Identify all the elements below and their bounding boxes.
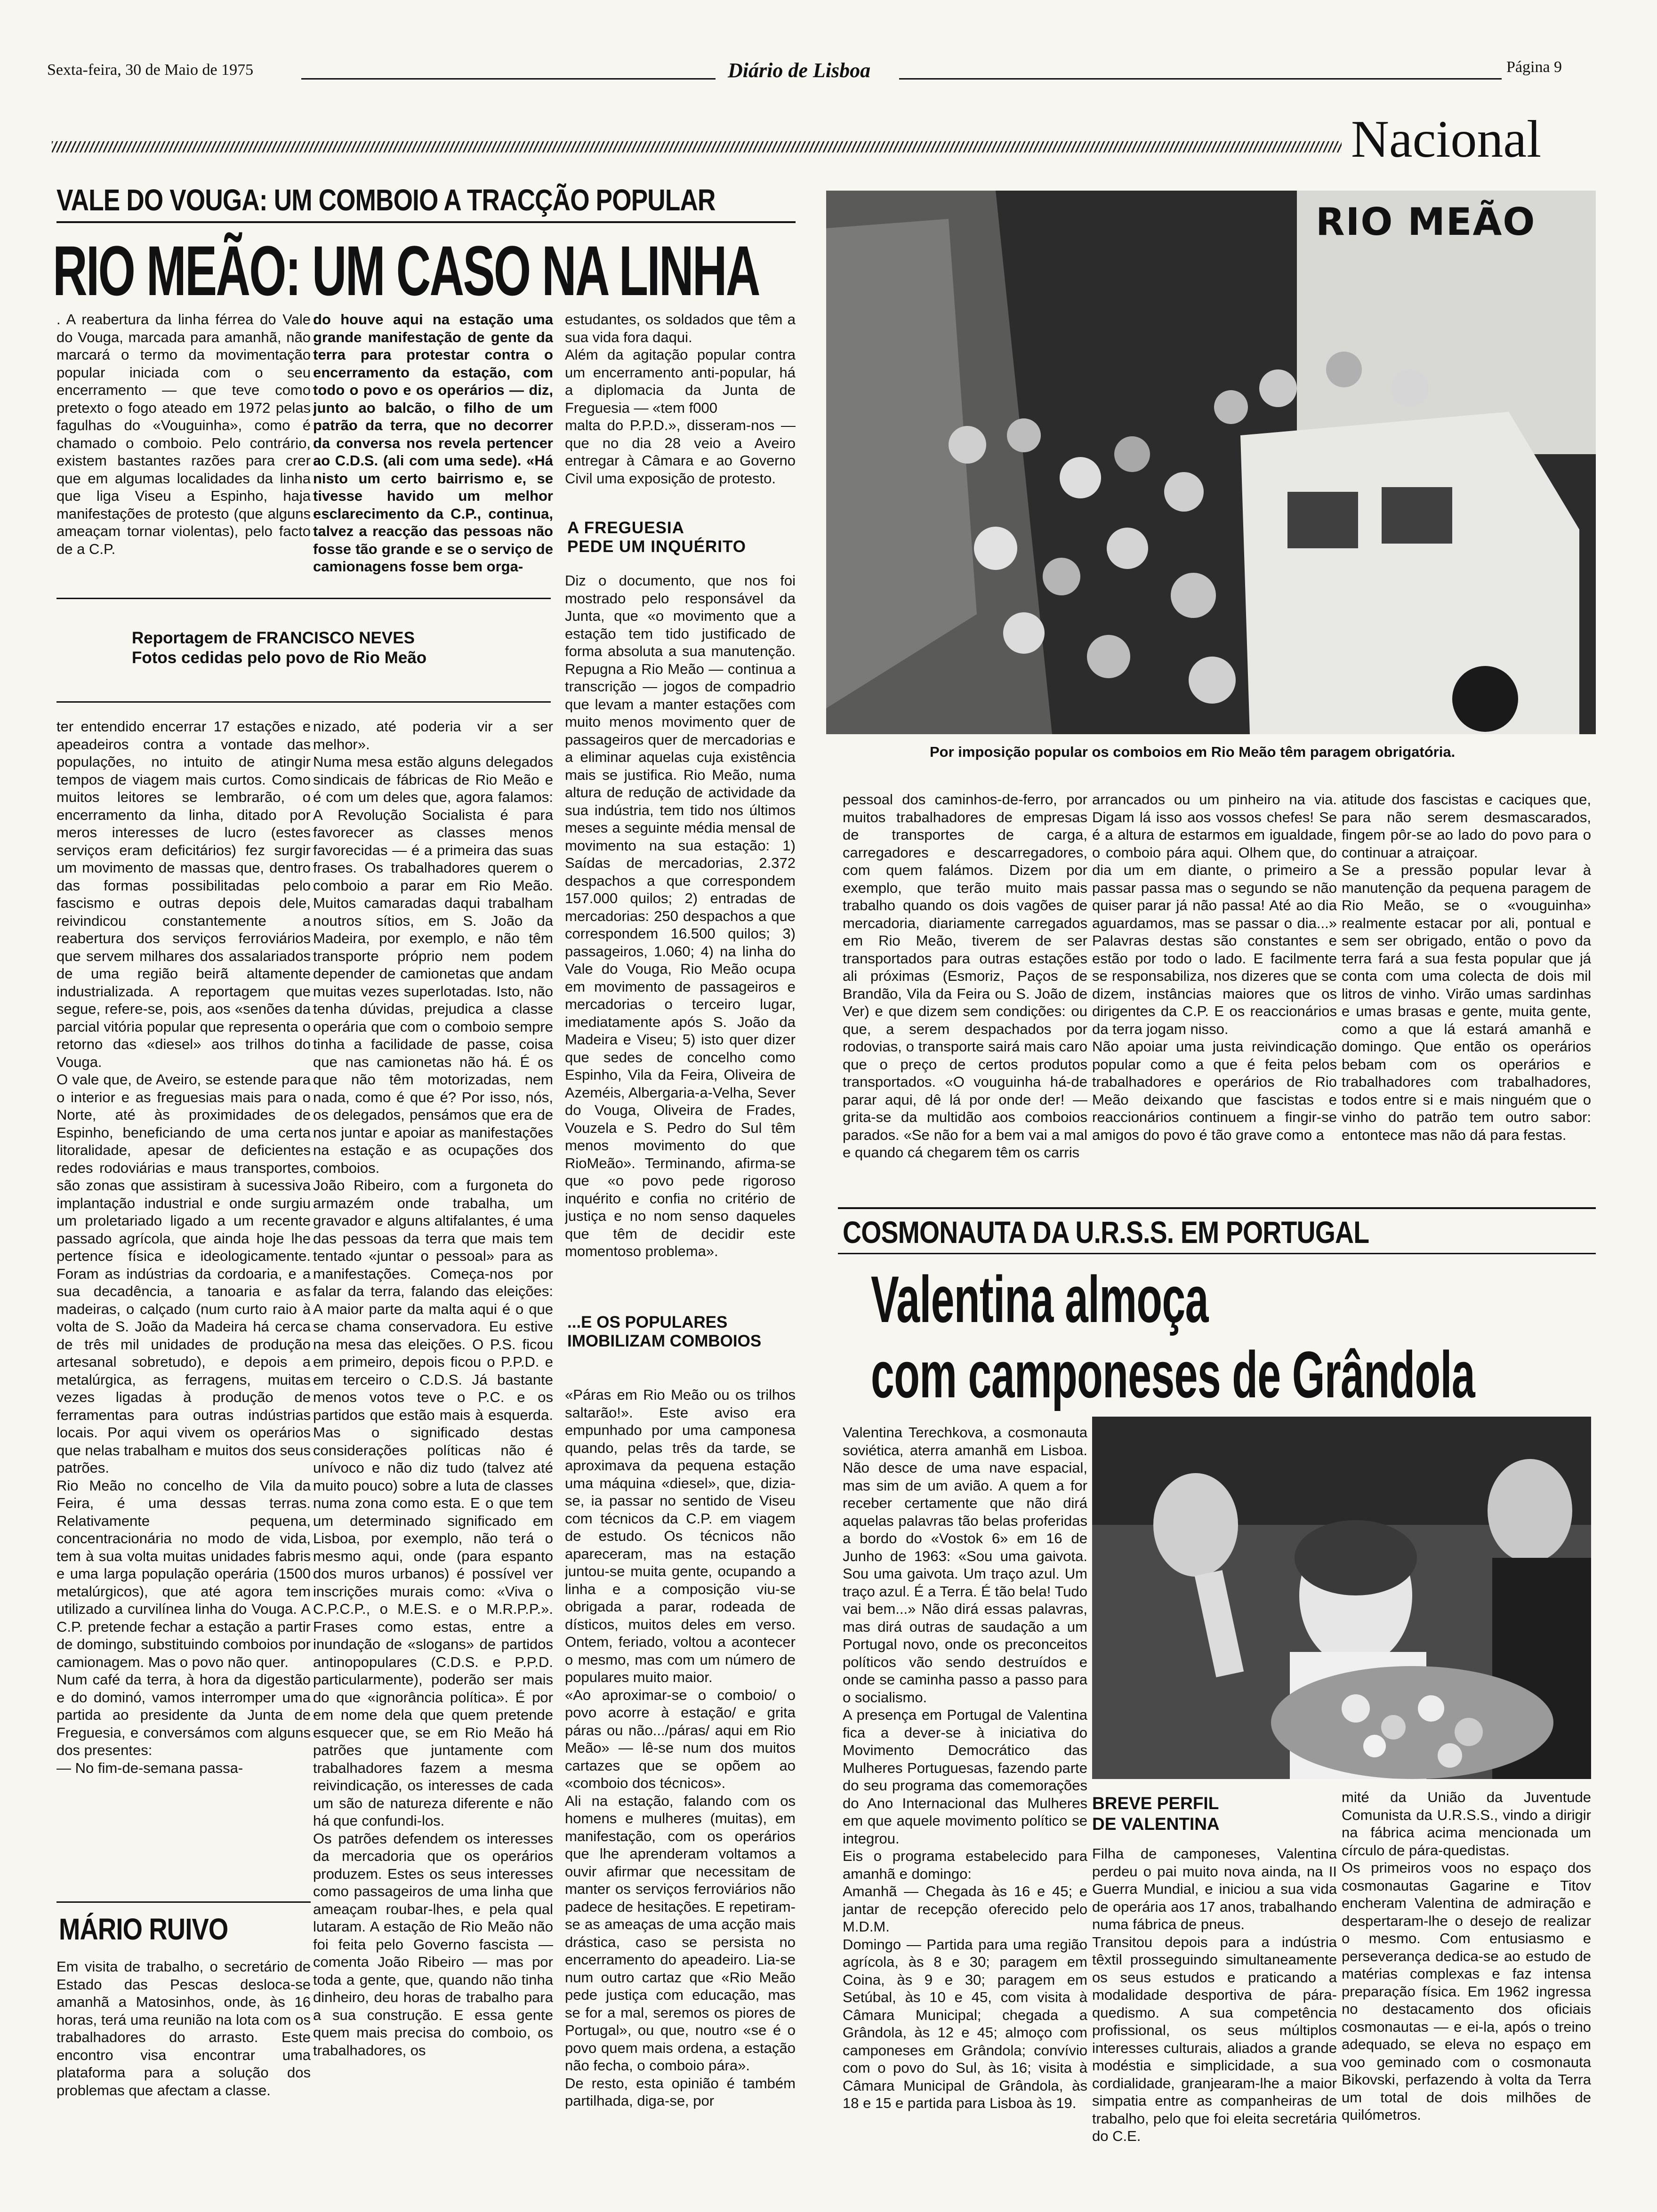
masthead-rule — [301, 78, 716, 80]
subhead-freguesia: A FREGUESIA PEDE UM INQUÉRITO — [567, 519, 747, 556]
ruivo-text: Em visita de trabalho, o secretário de Estado das Pescas desloca-se amanhã a Matosinhos, onde, às 16 horas, terá uma reunião na lota com os trabalhadores do arrasto. Este encontro visa encontrar uma plataforma para a solução dos problemas que afectam a classe. — [56, 1958, 311, 2099]
valentina-column-1: Valentina Terechkova, a cosmonauta soviética, aterra amanhã em Lisboa. Não desce de uma nave espacial, mas sim de um avião. A quem a for receber certamente que não dirá aquelas palavras tão belas proferidas a bordo do «Vostok 6» em 16 de Junho de 1963: «Sou uma gaivota. Sou uma gaivota. Um traço azul. Um traço azul. É a Terra. É tão bela! Tudo vai bem...» Não dirá essas palavras, mas dirá outras de saudação a um Portugal novo, onde os preconceitos políticos vão sendo destruídos e onde se caminha passo a passo para o socialismo. A presença em Portugal de Valentina fica a dever-se à iniciativa do Movimento Democrático das Mulheres Portuguesas, fazendo parte do seu programa das comemorações do Ano Internacional das Mulheres em que aquele movimento político se integrou. Eis o programa estabelecido para amanhã e domingo: Amanhã — Chegada às 16 e 45; e jantar de recepção oferecido pelo M.D.M. Domingo — Partida para uma região agrícola, às 8 e 30; paragem em Coina, às 9 e 30; paragem em Setúbal, às 10 e 45, com visita à Câmara Municipal; chegada a Grândola, às 12 e 45; almoço com camponeses em Grândola; convívio com o povo do Sul, às 16; visita à Câmara Municipal de Grândola, às 18 e 15 e partida para Lisboa às 19. — [843, 1424, 1087, 2111]
subhead-populares: ...E OS POPULARES IMOBILIZAM COMBOIOS — [567, 1313, 762, 1350]
section-title: Nacional — [1351, 110, 1542, 168]
article-headline: RIO MEÃO: UM CASO NA LINHA — [53, 231, 759, 310]
valentina-column-2: Filha de camponeses, Valentina perdeu o pai muito nova ainda, na II Guerra Mundial, e iniciou a sua vida de operária aos 17 anos, trabalhando numa fábrica de pneus. Transitou depois para a indústria têxtil prosseguindo simultaneamente os seus estudos e praticando a modalidade desportiva de pára-quedismo. A sua competência profissional, os seus múltiplos interesses culturais, aliados a grande modéstia e simplicidade, a sua cordialidade, granjearam-lhe a maior simpatia entre as companheiras de trabalho, pelo que foi eleita secretária do C.E. — [1092, 1845, 1337, 2144]
valentina-kicker: COSMONAUTA DA U.R.S.S. EM PORTUGAL — [843, 1215, 1369, 1250]
kicker-underline — [56, 221, 796, 223]
right-column-3: atitude dos fascistas e caciques que, para não serem desmascarados, fingem pôr-se ao lado do povo para o continuar a atraiçoar. Se a pressão popular levar à manutenção da pequena paragem de Rio Meão, se o «vouguinha» realmente estacar por ali, pontual e sem ser obrigado, então o povo da terra fará a sua festa popular que já conta com uma colecta de dois mil litros de vinho. Virão umas sardinhas e umas brasas e gente, muita gente, como a que lá estará amanhã e domingo. Que então os operários bebam com os operários e trabalhadores com trabalhadores, todos entre si e mais ninguém que o vinho do patrão tem outro sabor: entontece mas não dá para festas. — [1342, 791, 1591, 1143]
valentina-headline-2: com camponeses de Grândola — [871, 1338, 1475, 1411]
byline-divider — [56, 701, 551, 703]
column-3-top: estudantes, os soldados que têm a sua vida fora daqui. Além da agitação popular contra um encerramento anti-popular, há a diplomacia da Junta de Freguesia — «tem f000 malta do P.P.D.», disseram-nos — que no dia 28 veio a Aveiro entregar à Câmara e ao Governo Civil uma exposição de protesto. — [565, 311, 796, 487]
right-column-1: pessoal dos caminhos-de-ferro, por muitos trabalhadores de empresas de transportes de carga, carregadores e descarregadores, com quem falámos. Dizem por exemplo, que terão muito mais trabalho quando os dois vagões de mercadoria, diariamente carregados em Rio Meão, tiverem de ser transportados para outras estações ali próximas (Esmoriz, Paços de Brandão, Vila da Feira ou S. João de Ver) e que dizem sem condições: ou que, a serem despachados por rodovias, o transporte sairá mais caro que o preço de certos produtos transportados. «O vouguinha há-de parar aqui, dê lá por onde der! — grita-se da multidão aos comboios parados. «Se não for a bem vai a mal e quando cá chegarem têm os carris — [843, 791, 1087, 1161]
byline: Reportagem de FRANCISCO NEVES Fotos cedidas pelo povo de Rio Meão — [132, 629, 427, 667]
photo-sign-rio-meao: RIO MEÃO — [1316, 200, 1536, 244]
page-number: Página 9 — [1506, 58, 1562, 76]
column-3-bottom: «Páras em Rio Meão ou os trilhos saltarão!». Este aviso era empunhado por uma camponesa quando, pelas três da tarde, se aproximava da pequena estação uma máquina «diesel», que, dizia-se, ia passar no sentido de Viseu com técnicos da C.P. em viagem de estudo. Os técnicos não apareceram, mas na estação juntou-se muita gente, ocupando a linha e a composição viu-se obrigada a parar, rodeada de dísticos, muitos deles em verso. Ontem, feriado, voltou a acontecer o mesmo, mas com um número de populares muito maior. «Ao aproximar-se o comboio/ o povo acorre à estação/ e grita páras ou não.../páras/ aqui em Rio Meão» — lê-se num dos muitos cartazes que se opõem ao «comboio dos técnicos». Ali na estação, falando com os homens e mulheres (muitas), em manifestação, com os operários que lhe aprenderam voltamos a ouvir afirmar que necessitam de manter os serviços ferroviários não padece de hesitações. E repetiram-se as ameaças de uma acção mais drástica, caso se persista no encerramento do apeadeiro. Lia-se num outro cartaz que «Rio Meão pede justiça com educação, mas se for a mal, seremos os piores de Portugal», ou que, noutro «se é o povo quem mais ordena, a estação não fecha, o comboio pára». De resto, esta opinião é também partilhada, diga-se, por — [565, 1387, 796, 2109]
intro-divider — [56, 598, 551, 599]
masthead-date: Sexta-feira, 30 de Maio de 1975 — [47, 61, 254, 79]
section-hatch — [52, 141, 1342, 152]
subhead-perfil: BREVE PERFIL DE VALENTINA — [1092, 1794, 1220, 1834]
photo-caption: Por imposição popular os comboios em Rio Meão têm paragem obrigatória. — [930, 744, 1456, 760]
photo-valentina-tereshkova — [1092, 1417, 1591, 1779]
masthead-title: Diário de Lisboa — [725, 58, 873, 82]
lower-column-2: nizado, até poderia vir a ser melhor». Numa mesa estão alguns delegados sindicais de fábricas de Rio Meão e é com um deles que, agora falamos: A Revolução Socialista é para favorecer as classes menos favorecidas — é a primeira das suas frases. Os trabalhadores querem o comboio a parar em Rio Meão. Muitos camaradas daqui trabalham noutros sítios, em S. João da Madeira, por exemplo, e não têm transporte próprio nem podem depender de camionetas que andam muitas vezes superlotadas. Isto, não tenha dúvidas, prejudica a classe operária que com o comboio sempre tinha a facilidade de passe, coisa que nas camionetas não há. É os que não têm motorizadas, nem nada, como é que é? Por isso, nós, os delegados, pensámos que era de nos juntar e apoiar as manifestações na estação e as ocupações dos comboios. João Ribeiro, com a furgoneta do armazém onde trabalha, um gravador e alguns altifalantes, é uma das pessoas da terra que mais tem tentado «juntar o pessoal» para as manifestações. Começa-nos por falar da terra, falando das eleições: A maior parte da malta aqui é o que se chama conservadora. Eu estive na mesa das eleições. O P.S. ficou em primeiro, depois ficou o P.P.D. e em terceiro o C.D.S. Já bastante menos votos teve o P.C. e os partidos que estão mais à esquerda. Mas o significado destas considerações políticas não é unívoco e não diz tudo (talvez até muito pouco) sobre a luta de classes numa zona como esta. E o que tem um determinado significado em Lisboa, por exemplo, não terá o mesmo aqui, onde (para espanto dos muros urbanos) é possível ver inscrições murais como: «Viva o C.P.C.P., o M.E.S. e o M.R.P.P.». Frases como estas, entre a inundação de «slogans» de partidos antinopopulares (C.D.S. e P.P.D. particularmente), poderão ser mais do que «ignorância política». É por em nome dela que quem pretende esquecer que, se em Rio Meão há patrões que juntamente com trabalhadores fazem a mesma reivindicação, os interesses de cada um são de natureza diferente e não há que confundi-los. Os patrões defendem os interesses da mercadoria que os operários produzem. Estes os seus interesses como passageiros de uma linha que ameaçam roubar-lhes, e pela qual lutaram. A estação de Rio Meão não foi feita pelo Governo fascista — comenta João Ribeiro — mas por toda a gente, que, quando não tinha dinheiro, deu horas de trabalho para a sua construção. E essa gente quem mais precisa do comboio, os trabalhadores, os — [313, 718, 553, 2059]
ruivo-headline: MÁRIO RUIVO — [59, 1912, 228, 1946]
valentina-headline-1: Valentina almoça — [871, 1262, 1208, 1336]
right-column-2: arrancados ou um pinheiro na via. Digam lá isso aos vossos chefes! Se é a altura de estarmos em igualdade, o comboio pára aqui. Olhem que, do dia um em diante, o primeiro a passar passa mas o segundo se não quiser parar já não passa! Até ao dia aguardamos, mas se passar o dia...» Palavras destas são constantes e estão por todo o lado. E facilmente se responsabiliza, nos dizeres que se dizem, instâncias maiores que os dirigentes da C.P. E os reaccionários da terra jogam nisso. Não apoiar uma justa reivindicação popular como a que é feita pelos trabalhadores e operários de Rio Meão deixando que fascistas e reaccionários continuem a fingir-se amigos do povo é tão grave como a — [1092, 791, 1337, 1143]
column-3-middle: Diz o documento, que nos foi mostrado pelo responsável da Junta, que «o movimento que a estação tem tido justificado de forma absoluta a sua manutenção. Repugna a Rio Meão — continua a transcrição — jogos de compadrio que levam a manter estações com muito menos movimento quer de passageiros quer de mercadorias e a eliminar aquelas cuja existência mais se justifica. Rio Meão, numa altura de redução de actividade da sua indústria, tem tido nos últimos meses a seguinte média mensal de movimento na sua estação: 1) Saídas de mercadorias, 2.372 despachos a que correspondem 157.000 quilos; 2) entradas de mercadorias: 250 despachos a que correspondem 16.500 quilos; 3) passageiros, 1.060; 4) na linha do Vale do Vouga, Rio Meão ocupa em movimento de passageiros e mercadorias o terceiro lugar, imediatamente após S. João da Madeira e Viseu; 5) isto quer dizer que sedes de concelho como Espinho, Vila da Feira, Oliveira de Azeméis, Albergaria-a-Velha, Sever do Vouga, Oliveira de Frades, Vouzela e S. Pedro do Sul têm menos movimento do que RioMeão». Terminando, afirma-se que «o povo pede rigoroso inquérito e confia no critério de justiça e no nom senso daqueles que têm de decidir este momentoso problema». — [565, 572, 796, 1259]
lower-column-1: ter entendido encerrar 17 estações e apeadeiros contra a vontade das populações, no intuito de atingir tempos de viagem mais curtos. Como muitos leitores se lembrarão, o encerramento da linha, ditado por meros interesses de lucro (estes serviços eram deficitários) fez surgir um movimento de massas que, dentro das formas possibilitadas pelo fascismo e outras depois dele, reivindicou constantemente a reabertura dos serviços ferroviários que servem milhares dos assalariados de uma região beirã altamente industrializada. A reportagem que segue, refere-se, pois, aos «senões da parcial vitória popular que representa o retorno das «diesel» aos trilhos do Vouga. O vale que, de Aveiro, se estende para o interior e as freguesias mais para o Norte, até às proximidades de Espinho, beneficiando de uma certa litoralidade, apesar de deficientes redes rodoviárias e maus transportes, são zonas que assistiram à sucessiva implantação industrial e onde surgiu um proletariado ligado a um recente passado agrícola, que ainda hoje lhe pertence física e ideologicamente. Foram as indústrias da cordoaria, e a sua decadência, a tanoaria e as madeiras, o calçado (num curto raio à volta de S. João da Madeira há cerca de três mil unidades de produção artesanal sobretudo), e depois a metalúrgica, as ferragens, muitas vezes ligadas à produção de ferramentas para outras indústrias locais. Por aqui vivem os operários que nelas trabalham e muitos dos seus patrões. Rio Meão no concelho de Vila da Feira, é uma dessas terras. Relativamente pequena, concentracionária no modo de vida, tem à sua volta muitas unidades fabris e uma larga população operária (1500 metalúrgicos), que até agora tem utilizado a curvilínea linha do Vouga. A C.P. pretende fechar a estação a partir de domingo, substituindo comboios por camionagem. Mas o povo não quer. Num café da terra, à hora da digestão e do dominó, vamos interromper uma partida ao presidente da Junta de Freguesia, e conversámos com alguns dos presentes: — No fim-de-semana passa- — [56, 718, 311, 1776]
valentina-top-rule — [838, 1207, 1596, 1209]
photo-rio-meao-crowd — [826, 191, 1596, 734]
intro-column-2: do houve aqui na estação uma grande manifestação de gente da terra para protestar contra o encerramento da estação, com todo o povo e os operários — diz, junto ao balcão, o filho de um patrão da terra, que no decorrer da conversa nos revela pertencer ao C.D.S. (ali com uma sede). «Há nisto um certo bairrismo e, se tivesse havido um melhor esclarecimento da C.P., continua, talvez a reacção das pessoas não fosse tão grande e se o serviço de camionagens fosse bem orga- — [313, 311, 553, 575]
masthead-rule-right — [899, 78, 1502, 80]
article-kicker: VALE DO VOUGA: UM COMBOIO A TRACÇÃO POPULAR — [56, 183, 716, 217]
valentina-kicker-rule — [838, 1253, 1596, 1254]
ruivo-top-rule — [56, 1901, 311, 1903]
intro-column-1: . A reabertura da linha férrea do Vale do Vouga, marcada para amanhã, não marcará o termo da movimentação popular iniciada com o seu encerramento — que teve como pretexto o fogo ateado em 1972 pelas fagulhas do «Vouguinha», como é chamado o comboio. Pelo contrário, existem bastantes razões para crer que em algumas localidades da linha que liga Viseu a Espinho, haja manifestações de protesto (que alguns ameaçam tornar violentas), pelo facto de a C.P. — [56, 311, 311, 557]
valentina-column-3: mité da União da Juventude Comunista da U.R.S.S., vindo a dirigir na fábrica acima mencionada um círculo de pára-quedistas. Os primeiros voos no espaço dos cosmonautas Gagarine e Titov encheram Valentina de admiração e despertaram-lhe o desejo de realizar o mesmo. Com entusiasmo e perseverança dedica-se ao estudo de matérias complexas e faz intensa preparação física. Em 1962 ingressa no destacamento dos oficiais cosmonautas — e ei-la, após o treino adequado, se eleva no espaço em voo geminado com o cosmonauta Bikovski, perfazendo à volta da Terra um total de dois milhões de quilómetros. — [1342, 1789, 1591, 2123]
